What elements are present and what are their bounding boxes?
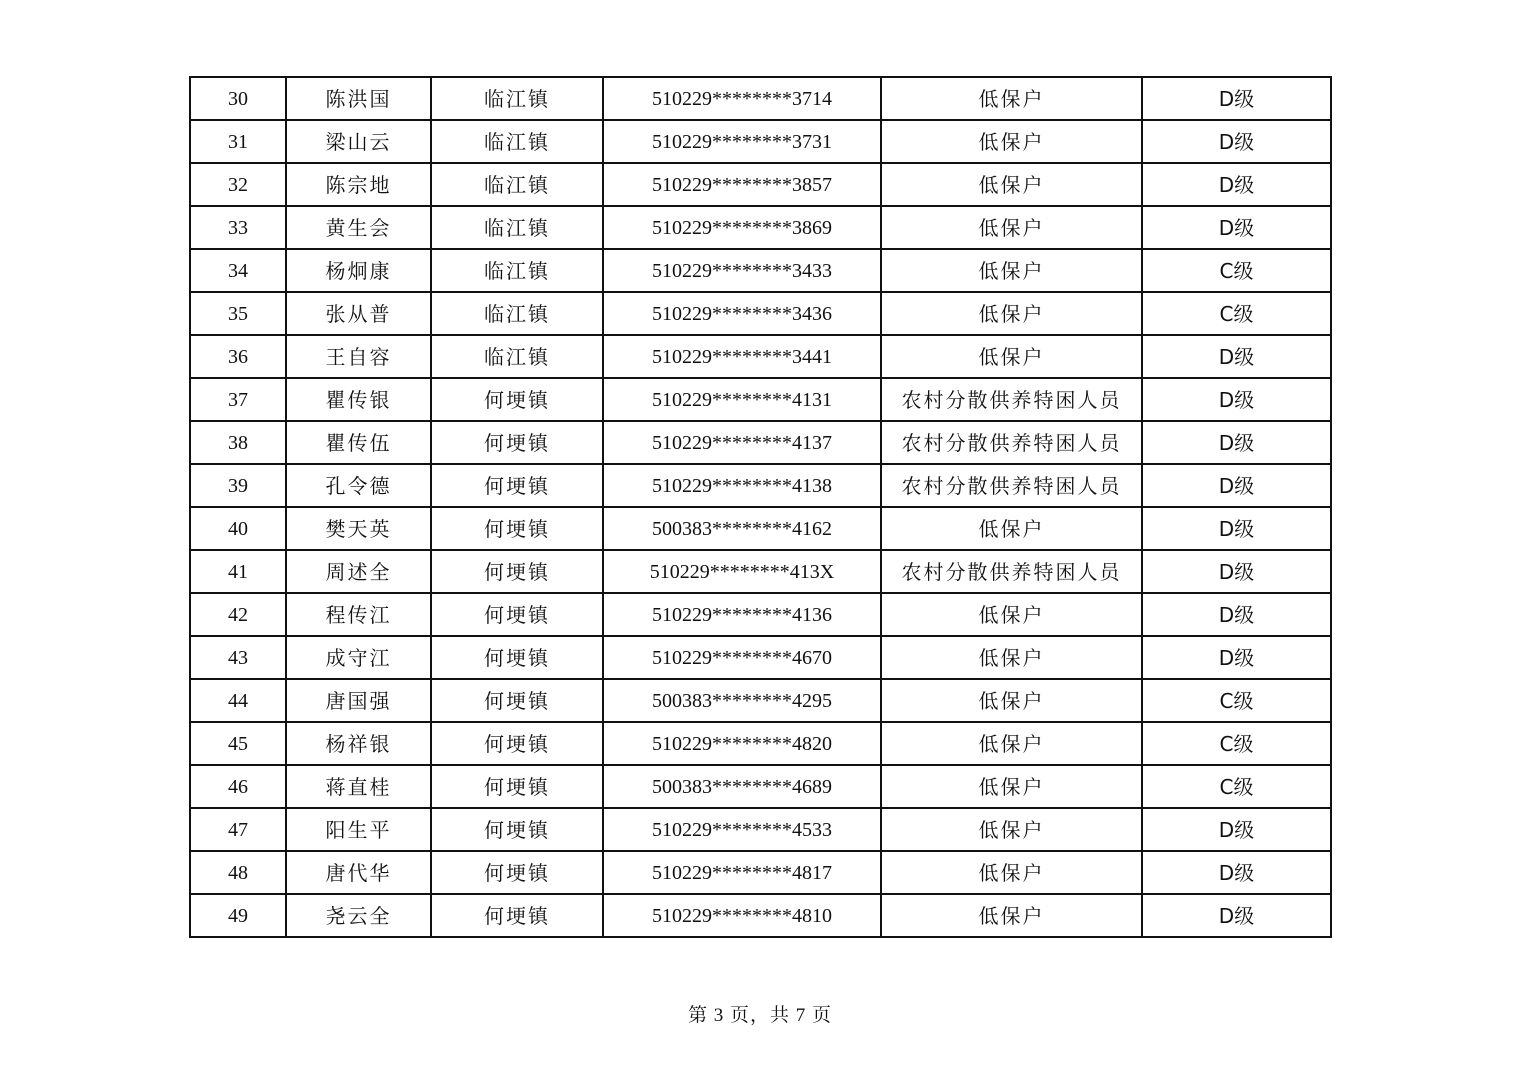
row-number-cell: 43 [190,636,286,679]
town-cell: 何埂镇 [431,464,603,507]
id-number-cell: 510229********4810 [603,894,881,937]
table-row [190,722,1331,765]
name-cell: 陈洪国 [286,77,431,120]
table-row [190,163,1331,206]
name-cell: 瞿传银 [286,378,431,421]
table-row [190,335,1331,378]
name-cell: 成守江 [286,636,431,679]
name-cell: 程传江 [286,593,431,636]
level-cell: D级 [1142,77,1331,120]
table-row [190,894,1331,937]
town-cell: 何埂镇 [431,679,603,722]
table-row [190,464,1331,507]
table-row [190,808,1331,851]
town-cell: 何埂镇 [431,550,603,593]
category-cell: 低保户 [881,206,1142,249]
level-cell: C级 [1142,249,1331,292]
id-number-cell: 510229********3433 [603,249,881,292]
name-cell: 瞿传伍 [286,421,431,464]
table-row [190,851,1331,894]
id-number-cell: 510229********3731 [603,120,881,163]
town-cell: 临江镇 [431,77,603,120]
town-cell: 临江镇 [431,120,603,163]
town-cell: 何埂镇 [431,808,603,851]
table-row [190,292,1331,335]
town-cell: 临江镇 [431,335,603,378]
name-cell: 尧云全 [286,894,431,937]
level-cell: C级 [1142,679,1331,722]
table-row [190,249,1331,292]
row-number-cell: 32 [190,163,286,206]
category-cell: 低保户 [881,335,1142,378]
category-cell: 低保户 [881,163,1142,206]
level-cell: D级 [1142,593,1331,636]
town-cell: 何埂镇 [431,894,603,937]
table-row [190,120,1331,163]
id-number-cell: 510229********4136 [603,593,881,636]
name-cell: 张从普 [286,292,431,335]
level-cell: D级 [1142,550,1331,593]
row-number-cell: 46 [190,765,286,808]
id-number-cell: 510229********4820 [603,722,881,765]
id-number-cell: 510229********4670 [603,636,881,679]
level-cell: D级 [1142,894,1331,937]
category-cell: 低保户 [881,765,1142,808]
level-cell: D级 [1142,206,1331,249]
town-cell: 何埂镇 [431,722,603,765]
name-cell: 周述全 [286,550,431,593]
name-cell: 阳生平 [286,808,431,851]
level-cell: C级 [1142,292,1331,335]
name-cell: 王自容 [286,335,431,378]
id-number-cell: 510229********3857 [603,163,881,206]
row-number-cell: 40 [190,507,286,550]
town-cell: 临江镇 [431,292,603,335]
category-cell: 低保户 [881,808,1142,851]
level-cell: D级 [1142,464,1331,507]
roster-table [189,76,1332,938]
town-cell: 临江镇 [431,249,603,292]
town-cell: 何埂镇 [431,765,603,808]
level-cell: D级 [1142,636,1331,679]
row-number-cell: 35 [190,292,286,335]
category-cell: 农村分散供养特困人员 [881,378,1142,421]
id-number-cell: 510229********4533 [603,808,881,851]
category-cell: 低保户 [881,722,1142,765]
row-number-cell: 36 [190,335,286,378]
category-cell: 低保户 [881,679,1142,722]
category-cell: 农村分散供养特困人员 [881,421,1142,464]
row-number-cell: 34 [190,249,286,292]
name-cell: 唐代华 [286,851,431,894]
category-cell: 低保户 [881,593,1142,636]
table-row [190,206,1331,249]
row-number-cell: 33 [190,206,286,249]
category-cell: 低保户 [881,292,1142,335]
id-number-cell: 510229********3869 [603,206,881,249]
level-cell: C级 [1142,765,1331,808]
row-number-cell: 30 [190,77,286,120]
id-number-cell: 510229********4138 [603,464,881,507]
page-number-text: 第 3 页，共 7 页 [687,1005,832,1026]
id-number-cell: 510229********413X [603,550,881,593]
town-cell: 何埂镇 [431,378,603,421]
town-cell: 何埂镇 [431,421,603,464]
row-number-cell: 49 [190,894,286,937]
row-number-cell: 45 [190,722,286,765]
town-cell: 临江镇 [431,206,603,249]
table-row [190,421,1331,464]
table-row [190,679,1331,722]
row-number-cell: 41 [190,550,286,593]
category-cell: 低保户 [881,249,1142,292]
table-row [190,550,1331,593]
id-number-cell: 500383********4689 [603,765,881,808]
id-number-cell: 510229********4137 [603,421,881,464]
level-cell: D级 [1142,163,1331,206]
town-cell: 何埂镇 [431,851,603,894]
level-cell: D级 [1142,120,1331,163]
row-number-cell: 37 [190,378,286,421]
name-cell: 孔令德 [286,464,431,507]
row-number-cell: 31 [190,120,286,163]
name-cell: 梁山云 [286,120,431,163]
category-cell: 低保户 [881,636,1142,679]
table-row [190,77,1331,120]
name-cell: 黄生会 [286,206,431,249]
name-cell: 蒋直桂 [286,765,431,808]
id-number-cell: 510229********3441 [603,335,881,378]
category-cell: 低保户 [881,851,1142,894]
table-row [190,378,1331,421]
name-cell: 杨祥银 [286,722,431,765]
name-cell: 唐国强 [286,679,431,722]
row-number-cell: 47 [190,808,286,851]
page-footer [0,1000,1520,1027]
name-cell: 陈宗地 [286,163,431,206]
town-cell: 何埂镇 [431,636,603,679]
town-cell: 何埂镇 [431,507,603,550]
category-cell: 农村分散供养特困人员 [881,550,1142,593]
row-number-cell: 38 [190,421,286,464]
table-row [190,507,1331,550]
level-cell: D级 [1142,421,1331,464]
row-number-cell: 42 [190,593,286,636]
id-number-cell: 510229********3714 [603,77,881,120]
town-cell: 何埂镇 [431,593,603,636]
id-number-cell: 510229********3436 [603,292,881,335]
id-number-cell: 500383********4295 [603,679,881,722]
level-cell: D级 [1142,378,1331,421]
category-cell: 低保户 [881,77,1142,120]
row-number-cell: 48 [190,851,286,894]
id-number-cell: 500383********4162 [603,507,881,550]
level-cell: D级 [1142,507,1331,550]
level-cell: C级 [1142,722,1331,765]
id-number-cell: 510229********4817 [603,851,881,894]
level-cell: D级 [1142,808,1331,851]
table-row [190,636,1331,679]
category-cell: 低保户 [881,507,1142,550]
roster-table-body [190,77,1331,937]
category-cell: 低保户 [881,120,1142,163]
name-cell: 樊天英 [286,507,431,550]
level-cell: D级 [1142,851,1331,894]
table-row [190,593,1331,636]
category-cell: 农村分散供养特困人员 [881,464,1142,507]
row-number-cell: 39 [190,464,286,507]
category-cell: 低保户 [881,894,1142,937]
id-number-cell: 510229********4131 [603,378,881,421]
level-cell: D级 [1142,335,1331,378]
town-cell: 临江镇 [431,163,603,206]
row-number-cell: 44 [190,679,286,722]
name-cell: 杨炯康 [286,249,431,292]
table-row [190,765,1331,808]
